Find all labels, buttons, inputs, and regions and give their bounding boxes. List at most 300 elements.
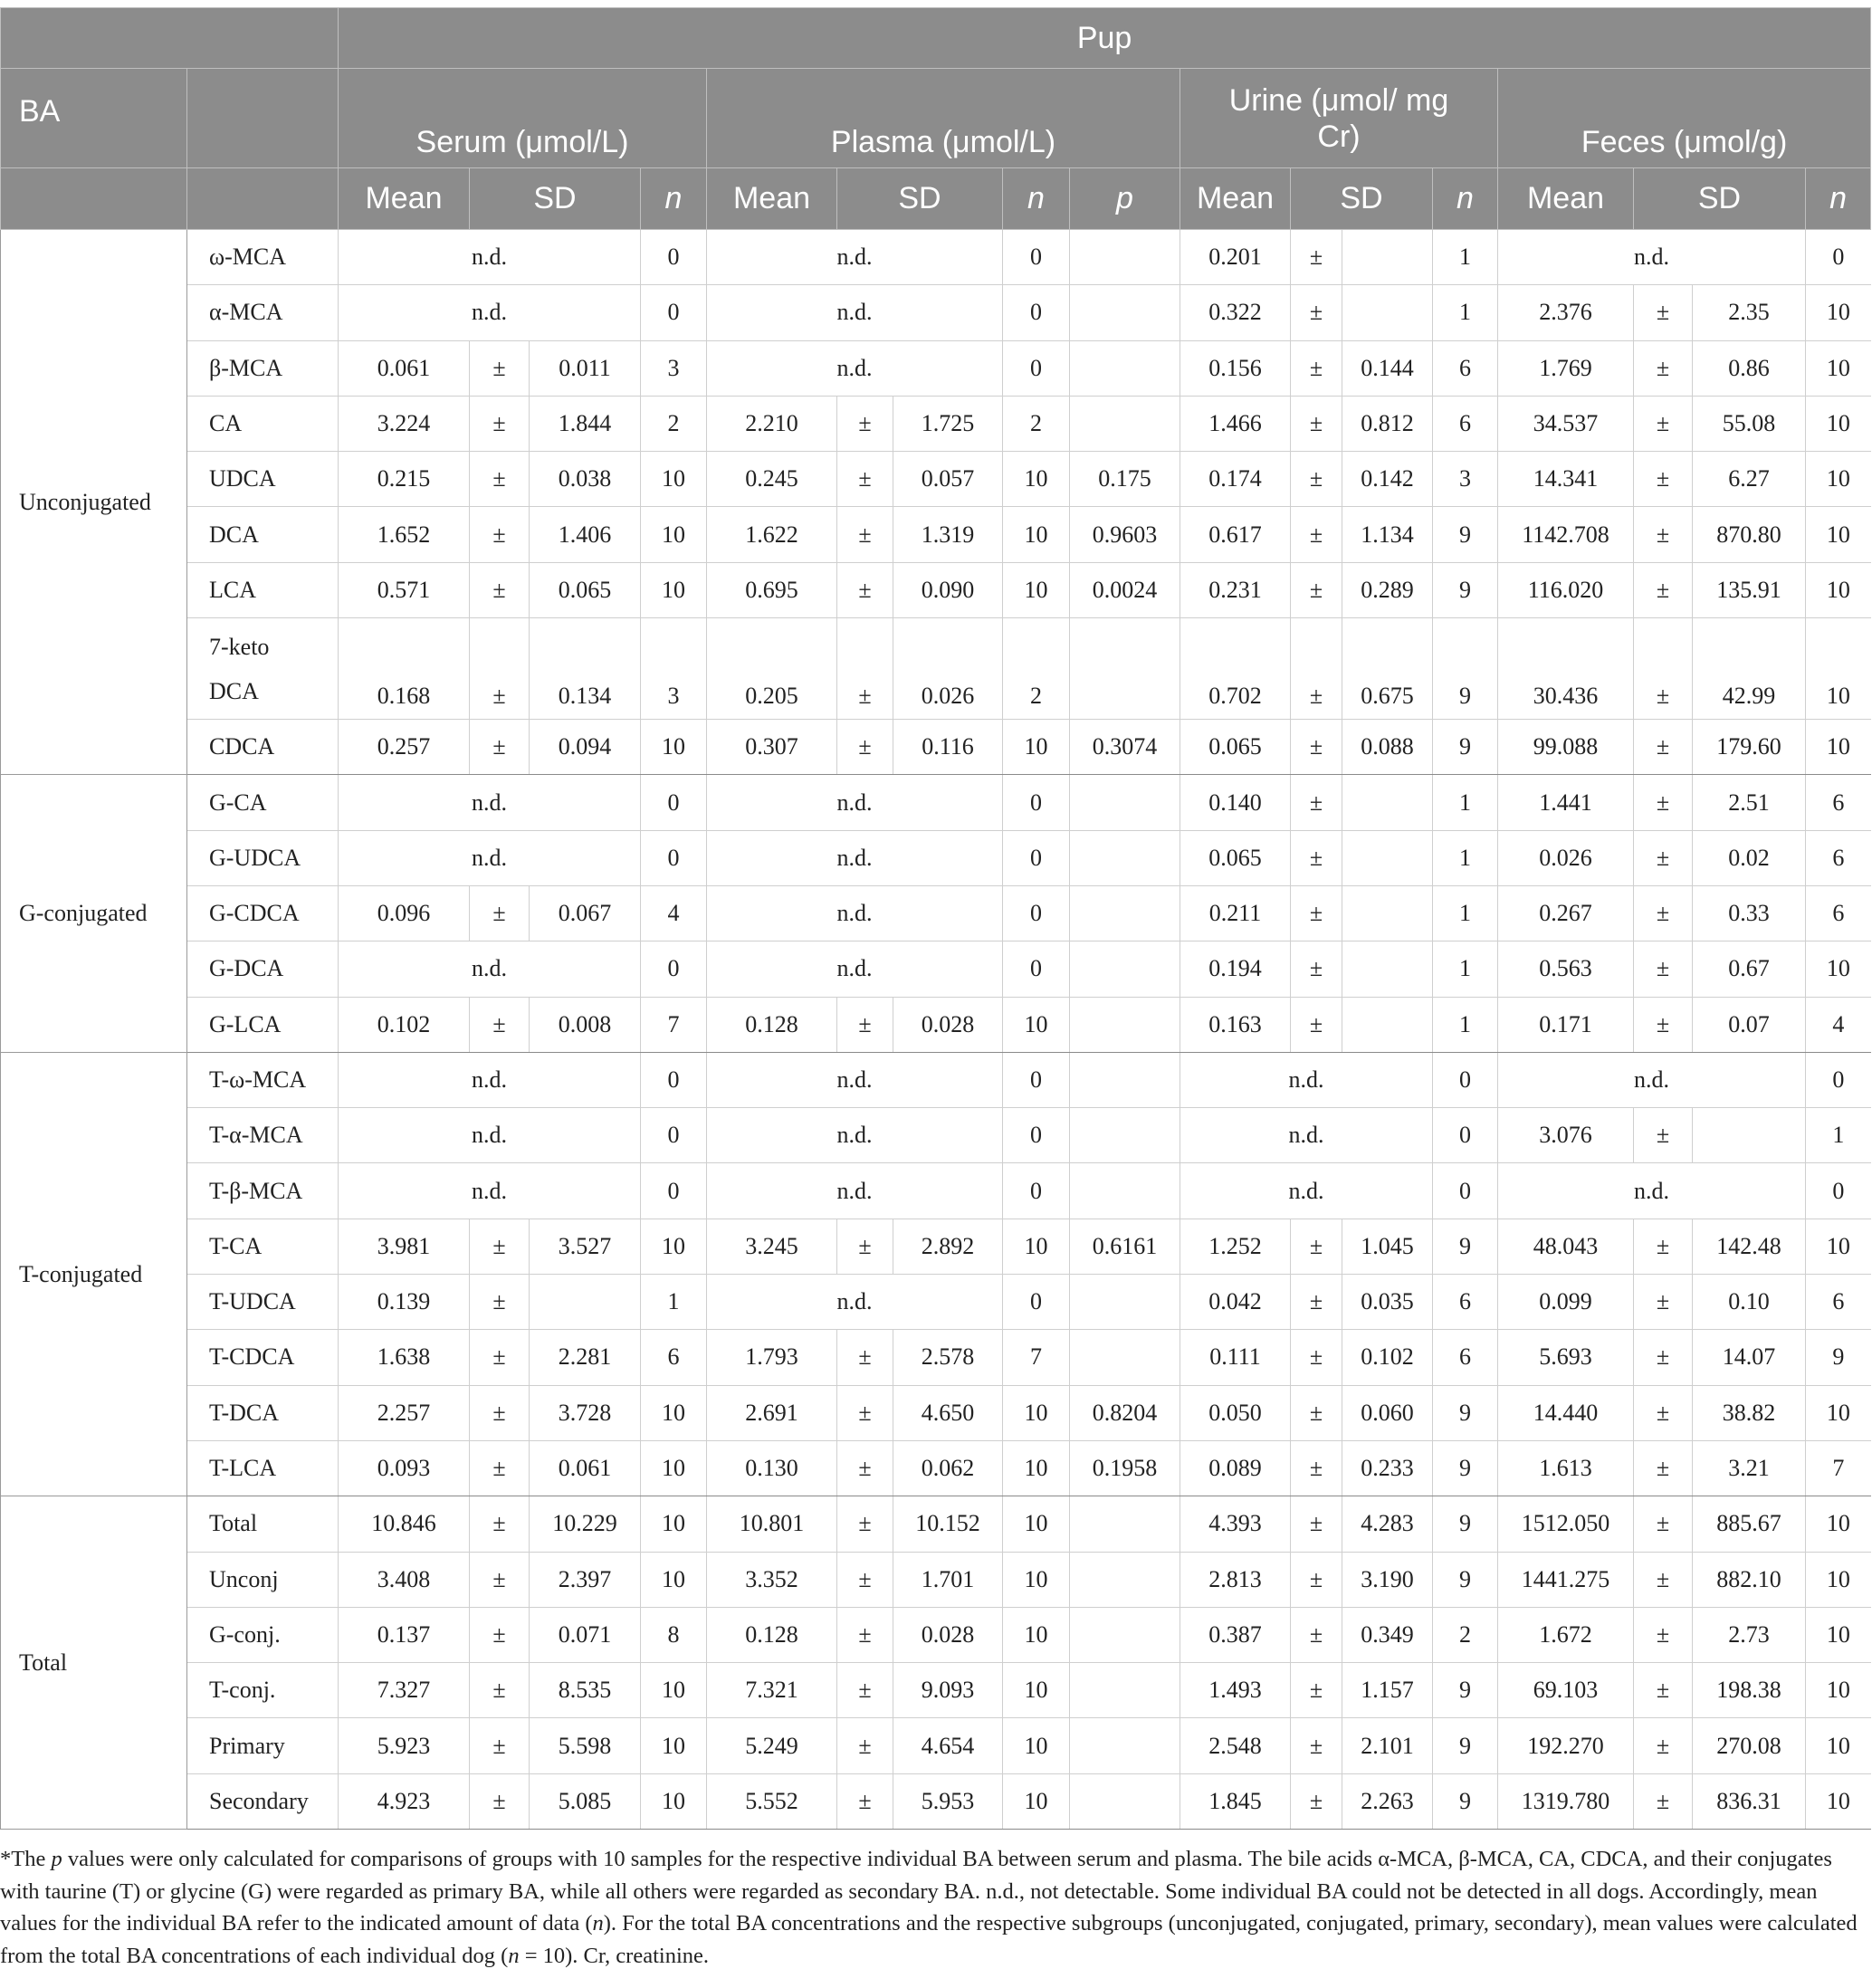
- plasma-mean: 5.552: [707, 1773, 837, 1829]
- serum-mean: 0.061: [339, 340, 470, 396]
- plasma-plusminus: ±: [837, 1440, 893, 1496]
- serum-n: 6: [641, 1330, 707, 1385]
- serum-mean-header: Mean: [339, 168, 470, 230]
- p-value: [1070, 1496, 1180, 1552]
- urine-sd: 3.190: [1342, 1552, 1433, 1607]
- serum-n: 0: [641, 285, 707, 340]
- table-row: [1, 1052, 1871, 1107]
- feces-mean: 116.020: [1498, 562, 1634, 617]
- header-corner: [1, 8, 339, 69]
- urine-mean: 0.065: [1180, 720, 1291, 775]
- feces-not-detected: n.d.: [1498, 1052, 1806, 1107]
- urine-n: 9: [1433, 1219, 1498, 1274]
- urine-mean: 0.201: [1180, 230, 1291, 285]
- feces-sd: 2.73: [1693, 1607, 1806, 1662]
- urine-n: 1: [1433, 885, 1498, 941]
- ba-name: T-UDCA: [187, 1275, 339, 1330]
- urine-sd: [1342, 941, 1433, 997]
- serum-mean: 3.408: [339, 1552, 470, 1607]
- feces-n-header: n: [1806, 168, 1871, 230]
- feces-n: 10: [1806, 1552, 1871, 1607]
- feces-not-detected: n.d.: [1498, 230, 1806, 285]
- urine-mean: 1.493: [1180, 1663, 1291, 1718]
- table-row: [1, 618, 1871, 720]
- col-empty-1: [1, 168, 187, 230]
- urine-n: 9: [1433, 1552, 1498, 1607]
- serum-sd: 5.598: [530, 1718, 641, 1773]
- p-value: 0.6161: [1070, 1219, 1180, 1274]
- plasma-mean: 1.793: [707, 1330, 837, 1385]
- plasma-n: 10: [1003, 720, 1070, 775]
- ba-name: T-conj.: [187, 1663, 339, 1718]
- plasma-plusminus: ±: [837, 1773, 893, 1829]
- serum-mean: 3.981: [339, 1219, 470, 1274]
- urine-plusminus: ±: [1291, 452, 1342, 507]
- serum-not-detected: n.d.: [339, 1108, 641, 1163]
- serum-n: 3: [641, 618, 707, 720]
- plasma-not-detected: n.d.: [707, 885, 1003, 941]
- feces-sd: 179.60: [1693, 720, 1806, 775]
- serum-n: 10: [641, 1440, 707, 1496]
- urine-header-line1: Urine (μmol/ mg: [1228, 82, 1449, 118]
- serum-header: Serum (μmol/L): [339, 69, 707, 168]
- plasma-n-header: n: [1003, 168, 1070, 230]
- urine-n: 9: [1433, 1718, 1498, 1773]
- feces-mean: 0.171: [1498, 997, 1634, 1052]
- ba-header: BA: [1, 69, 187, 168]
- feces-sd: 0.33: [1693, 885, 1806, 941]
- p-value: 0.1958: [1070, 1440, 1180, 1496]
- feces-plusminus: ±: [1634, 562, 1693, 617]
- serum-n: 3: [641, 340, 707, 396]
- feces-mean: 0.267: [1498, 885, 1634, 941]
- table-row: [1, 885, 1871, 941]
- plasma-sd: 10.152: [893, 1496, 1003, 1552]
- urine-sd-header: SD: [1291, 168, 1433, 230]
- feces-sd: 2.51: [1693, 775, 1806, 830]
- p-value: [1070, 1552, 1180, 1607]
- plasma-plusminus: ±: [837, 1552, 893, 1607]
- feces-n: 7: [1806, 1440, 1871, 1496]
- p-value: [1070, 1718, 1180, 1773]
- footnote-mark: *The: [0, 1847, 52, 1871]
- feces-n: 10: [1806, 452, 1871, 507]
- table-row: [1, 230, 1871, 285]
- urine-n: 3: [1433, 452, 1498, 507]
- plasma-n: 10: [1003, 1718, 1070, 1773]
- urine-n: 0: [1433, 1163, 1498, 1219]
- feces-plusminus: ±: [1634, 1718, 1693, 1773]
- ba-name: G-LCA: [187, 997, 339, 1052]
- serum-mean: 1.652: [339, 507, 470, 562]
- table-row: [1, 1219, 1871, 1274]
- feces-sd: 0.02: [1693, 830, 1806, 885]
- urine-sd: 4.283: [1342, 1496, 1433, 1552]
- serum-plusminus: ±: [470, 1330, 530, 1385]
- p-value: [1070, 1330, 1180, 1385]
- urine-plusminus: ±: [1291, 230, 1342, 285]
- urine-n: 6: [1433, 1275, 1498, 1330]
- feces-n: 10: [1806, 618, 1871, 720]
- feces-mean: 1512.050: [1498, 1496, 1634, 1552]
- plasma-n: 10: [1003, 1385, 1070, 1440]
- ba-name: α-MCA: [187, 285, 339, 340]
- urine-mean: 0.211: [1180, 885, 1291, 941]
- table-row: [1, 720, 1871, 775]
- feces-mean: 14.341: [1498, 452, 1634, 507]
- serum-n: 10: [641, 1496, 707, 1552]
- plasma-n: 10: [1003, 1440, 1070, 1496]
- table-row: [1, 452, 1871, 507]
- plasma-not-detected: n.d.: [707, 941, 1003, 997]
- urine-sd: 0.349: [1342, 1607, 1433, 1662]
- plasma-not-detected: n.d.: [707, 1052, 1003, 1107]
- footnote-part2: ). For the total BA concentrations and the respective subgroups (unconjugated, conjugated, primary, secondary), mean values were calculated from the total BA concentrations of each individual dog (: [0, 1911, 1858, 1968]
- plasma-plusminus: ±: [837, 1330, 893, 1385]
- serum-plusminus: ±: [470, 1663, 530, 1718]
- urine-plusminus: ±: [1291, 1496, 1342, 1552]
- feces-plusminus: ±: [1634, 507, 1693, 562]
- serum-plusminus: ±: [470, 1552, 530, 1607]
- urine-n: 9: [1433, 1663, 1498, 1718]
- urine-sd: 0.102: [1342, 1330, 1433, 1385]
- serum-mean: 2.257: [339, 1385, 470, 1440]
- feces-sd: 42.99: [1693, 618, 1806, 720]
- urine-sd: [1342, 285, 1433, 340]
- ba-name: T-ω-MCA: [187, 1052, 339, 1107]
- urine-not-detected: n.d.: [1180, 1052, 1433, 1107]
- urine-plusminus: ±: [1291, 618, 1342, 720]
- ba-name: β-MCA: [187, 340, 339, 396]
- plasma-sd: 0.062: [893, 1440, 1003, 1496]
- plasma-n: 0: [1003, 775, 1070, 830]
- serum-n: 10: [641, 452, 707, 507]
- urine-sd: [1342, 830, 1433, 885]
- feces-n: 10: [1806, 720, 1871, 775]
- ba-name: T-DCA: [187, 1385, 339, 1440]
- p-value: [1070, 1607, 1180, 1662]
- plasma-n: 0: [1003, 285, 1070, 340]
- ba-name: DCA: [187, 507, 339, 562]
- serum-mean: 1.638: [339, 1330, 470, 1385]
- feces-sd: 836.31: [1693, 1773, 1806, 1829]
- ba-name-line2: DCA: [209, 677, 259, 704]
- urine-plusminus: ±: [1291, 1330, 1342, 1385]
- feces-sd: 135.91: [1693, 562, 1806, 617]
- serum-n: 10: [641, 1773, 707, 1829]
- serum-not-detected: n.d.: [339, 1163, 641, 1219]
- feces-mean: 1319.780: [1498, 1773, 1634, 1829]
- bile-acid-table: [0, 7, 1871, 1830]
- serum-not-detected: n.d.: [339, 941, 641, 997]
- feces-n: 6: [1806, 1275, 1871, 1330]
- ba-name: [187, 618, 339, 720]
- group-label: T-conjugated: [1, 1052, 187, 1496]
- feces-mean: 99.088: [1498, 720, 1634, 775]
- serum-n: 10: [641, 507, 707, 562]
- table-row: [1, 396, 1871, 451]
- urine-mean: 2.813: [1180, 1552, 1291, 1607]
- p-value: [1070, 1108, 1180, 1163]
- urine-header-line2: Cr): [1317, 119, 1361, 154]
- urine-n: 6: [1433, 396, 1498, 451]
- p-value: [1070, 340, 1180, 396]
- serum-sd: 10.229: [530, 1496, 641, 1552]
- serum-mean: 0.257: [339, 720, 470, 775]
- serum-mean: 7.327: [339, 1663, 470, 1718]
- urine-plusminus: ±: [1291, 507, 1342, 562]
- serum-sd: 0.134: [530, 618, 641, 720]
- feces-plusminus: ±: [1634, 775, 1693, 830]
- serum-plusminus: ±: [470, 720, 530, 775]
- serum-n: 10: [641, 562, 707, 617]
- ba-name: T-CA: [187, 1219, 339, 1274]
- plasma-n: 10: [1003, 1607, 1070, 1662]
- urine-sd: 0.088: [1342, 720, 1433, 775]
- ba-name: CA: [187, 396, 339, 451]
- urine-n-header: n: [1433, 168, 1498, 230]
- p-value: 0.175: [1070, 452, 1180, 507]
- plasma-n: 0: [1003, 1275, 1070, 1330]
- p-value: [1070, 396, 1180, 451]
- feces-sd: 198.38: [1693, 1663, 1806, 1718]
- p-value: [1070, 285, 1180, 340]
- feces-plusminus: ±: [1634, 340, 1693, 396]
- urine-mean: 0.702: [1180, 618, 1291, 720]
- urine-sd: 0.142: [1342, 452, 1433, 507]
- serum-plusminus: ±: [470, 1440, 530, 1496]
- plasma-mean: 0.130: [707, 1440, 837, 1496]
- urine-header: [1180, 69, 1498, 168]
- ba-name: T-β-MCA: [187, 1163, 339, 1219]
- table-row: [1, 1607, 1871, 1662]
- urine-mean: 0.322: [1180, 285, 1291, 340]
- serum-sd: 0.071: [530, 1607, 641, 1662]
- col-empty-2: [187, 168, 339, 230]
- serum-plusminus: ±: [470, 885, 530, 941]
- footnote-n1: n: [592, 1911, 604, 1935]
- feces-mean: 1142.708: [1498, 507, 1634, 562]
- feces-plusminus: ±: [1634, 285, 1693, 340]
- plasma-header: Plasma (μmol/L): [707, 69, 1180, 168]
- plasma-n: 10: [1003, 1219, 1070, 1274]
- plasma-n: 0: [1003, 230, 1070, 285]
- urine-plusminus: ±: [1291, 720, 1342, 775]
- plasma-n: 10: [1003, 1663, 1070, 1718]
- urine-n: 1: [1433, 830, 1498, 885]
- serum-not-detected: n.d.: [339, 285, 641, 340]
- urine-mean: 0.163: [1180, 997, 1291, 1052]
- feces-mean: 1.441: [1498, 775, 1634, 830]
- serum-mean: 0.102: [339, 997, 470, 1052]
- plasma-plusminus: ±: [837, 1663, 893, 1718]
- table-row: [1, 1718, 1871, 1773]
- urine-sd: 1.157: [1342, 1663, 1433, 1718]
- p-value: 0.3074: [1070, 720, 1180, 775]
- urine-n: 9: [1433, 1385, 1498, 1440]
- plasma-n: 0: [1003, 340, 1070, 396]
- urine-sd: [1342, 997, 1433, 1052]
- plasma-sd: 2.578: [893, 1330, 1003, 1385]
- plasma-mean: 2.210: [707, 396, 837, 451]
- feces-sd: 882.10: [1693, 1552, 1806, 1607]
- ba-name: G-DCA: [187, 941, 339, 997]
- p-value: [1070, 941, 1180, 997]
- plasma-not-detected: n.d.: [707, 285, 1003, 340]
- serum-plusminus: ±: [470, 1496, 530, 1552]
- urine-plusminus: ±: [1291, 1663, 1342, 1718]
- plasma-plusminus: ±: [837, 618, 893, 720]
- feces-mean: 34.537: [1498, 396, 1634, 451]
- feces-mean: 30.436: [1498, 618, 1634, 720]
- plasma-mean: 2.691: [707, 1385, 837, 1440]
- table-row: [1, 941, 1871, 997]
- urine-plusminus: ±: [1291, 775, 1342, 830]
- plasma-mean: 0.695: [707, 562, 837, 617]
- feces-not-detected: n.d.: [1498, 1163, 1806, 1219]
- feces-plusminus: ±: [1634, 618, 1693, 720]
- serum-not-detected: n.d.: [339, 1052, 641, 1107]
- serum-sd: 1.406: [530, 507, 641, 562]
- plasma-mean: 10.801: [707, 1496, 837, 1552]
- serum-n: 2: [641, 396, 707, 451]
- plasma-plusminus: ±: [837, 1718, 893, 1773]
- footnote-n2: n: [508, 1943, 520, 1968]
- urine-mean: 0.174: [1180, 452, 1291, 507]
- serum-plusminus: ±: [470, 1275, 530, 1330]
- plasma-plusminus: ±: [837, 1496, 893, 1552]
- feces-mean: 192.270: [1498, 1718, 1634, 1773]
- serum-sd: 0.061: [530, 1440, 641, 1496]
- serum-plusminus: ±: [470, 562, 530, 617]
- group-label: Unconjugated: [1, 230, 187, 775]
- serum-n: 8: [641, 1607, 707, 1662]
- feces-sd: 55.08: [1693, 396, 1806, 451]
- plasma-not-detected: n.d.: [707, 1108, 1003, 1163]
- feces-mean: 1.613: [1498, 1440, 1634, 1496]
- table-row: [1, 1773, 1871, 1829]
- footnote-text: [0, 1843, 1870, 1972]
- serum-sd: 1.844: [530, 396, 641, 451]
- urine-mean: 0.089: [1180, 1440, 1291, 1496]
- footnote: [0, 1843, 1870, 1972]
- serum-plusminus: ±: [470, 1718, 530, 1773]
- feces-n: 10: [1806, 1219, 1871, 1274]
- feces-n: 9: [1806, 1330, 1871, 1385]
- urine-n: 9: [1433, 1773, 1498, 1829]
- feces-n: 6: [1806, 830, 1871, 885]
- plasma-sd: 1.319: [893, 507, 1003, 562]
- table-body: [1, 230, 1871, 1830]
- serum-sd: 0.065: [530, 562, 641, 617]
- feces-sd: 0.10: [1693, 1275, 1806, 1330]
- feces-plusminus: ±: [1634, 885, 1693, 941]
- urine-plusminus: ±: [1291, 1219, 1342, 1274]
- feces-mean: 0.099: [1498, 1275, 1634, 1330]
- feces-n: 10: [1806, 1496, 1871, 1552]
- urine-n: 9: [1433, 562, 1498, 617]
- plasma-mean: 0.128: [707, 1607, 837, 1662]
- urine-mean: 1.252: [1180, 1219, 1291, 1274]
- ba-name: Secondary: [187, 1773, 339, 1829]
- serum-sd: 2.281: [530, 1330, 641, 1385]
- serum-plusminus: ±: [470, 1219, 530, 1274]
- serum-sd: 0.011: [530, 340, 641, 396]
- plasma-not-detected: n.d.: [707, 340, 1003, 396]
- urine-n: 0: [1433, 1108, 1498, 1163]
- ba-name: ω-MCA: [187, 230, 339, 285]
- plasma-sd: 0.028: [893, 1607, 1003, 1662]
- feces-sd: 14.07: [1693, 1330, 1806, 1385]
- serum-plusminus: ±: [470, 997, 530, 1052]
- feces-sd: 142.48: [1693, 1219, 1806, 1274]
- urine-mean: 0.065: [1180, 830, 1291, 885]
- plasma-sd: 1.701: [893, 1552, 1003, 1607]
- feces-plusminus: ±: [1634, 1663, 1693, 1718]
- plasma-n: 10: [1003, 1552, 1070, 1607]
- table-row: [1, 775, 1871, 830]
- urine-sd: 0.675: [1342, 618, 1433, 720]
- urine-sd: 0.289: [1342, 562, 1433, 617]
- urine-mean: 4.393: [1180, 1496, 1291, 1552]
- serum-n: 10: [641, 1718, 707, 1773]
- urine-n: 9: [1433, 507, 1498, 562]
- serum-sd: 0.067: [530, 885, 641, 941]
- serum-mean: 4.923: [339, 1773, 470, 1829]
- serum-mean: 10.846: [339, 1496, 470, 1552]
- serum-plusminus: ±: [470, 618, 530, 720]
- plasma-mean: 0.128: [707, 997, 837, 1052]
- serum-n: 0: [641, 1163, 707, 1219]
- serum-sd: 5.085: [530, 1773, 641, 1829]
- table-row: [1, 285, 1871, 340]
- ba-name: T-α-MCA: [187, 1108, 339, 1163]
- feces-sd-header: SD: [1634, 168, 1806, 230]
- urine-sd: [1342, 230, 1433, 285]
- urine-plusminus: ±: [1291, 340, 1342, 396]
- urine-plusminus: ±: [1291, 1385, 1342, 1440]
- feces-sd: 6.27: [1693, 452, 1806, 507]
- urine-n: 6: [1433, 340, 1498, 396]
- feces-plusminus: ±: [1634, 1219, 1693, 1274]
- urine-mean: 0.140: [1180, 775, 1291, 830]
- feces-plusminus: ±: [1634, 1275, 1693, 1330]
- urine-mean: 0.156: [1180, 340, 1291, 396]
- feces-sd: 0.07: [1693, 997, 1806, 1052]
- serum-n: 0: [641, 1108, 707, 1163]
- serum-sd-header: SD: [470, 168, 641, 230]
- plasma-n: 0: [1003, 1163, 1070, 1219]
- serum-n: 0: [641, 830, 707, 885]
- urine-plusminus: ±: [1291, 941, 1342, 997]
- feces-mean: 14.440: [1498, 1385, 1634, 1440]
- plasma-n: 2: [1003, 396, 1070, 451]
- urine-mean-header: Mean: [1180, 168, 1291, 230]
- plasma-n: 7: [1003, 1330, 1070, 1385]
- plasma-sd: 0.028: [893, 997, 1003, 1052]
- plasma-sd: 0.090: [893, 562, 1003, 617]
- ba-name: Unconj: [187, 1552, 339, 1607]
- feces-sd: 38.82: [1693, 1385, 1806, 1440]
- ba-name-line1: 7-keto: [209, 633, 270, 660]
- footnote-p: p: [51, 1847, 62, 1871]
- plasma-mean: 5.249: [707, 1718, 837, 1773]
- serum-plusminus: ±: [470, 452, 530, 507]
- serum-sd: 0.038: [530, 452, 641, 507]
- plasma-n: 2: [1003, 618, 1070, 720]
- serum-n: 1: [641, 1275, 707, 1330]
- table-row: [1, 1385, 1871, 1440]
